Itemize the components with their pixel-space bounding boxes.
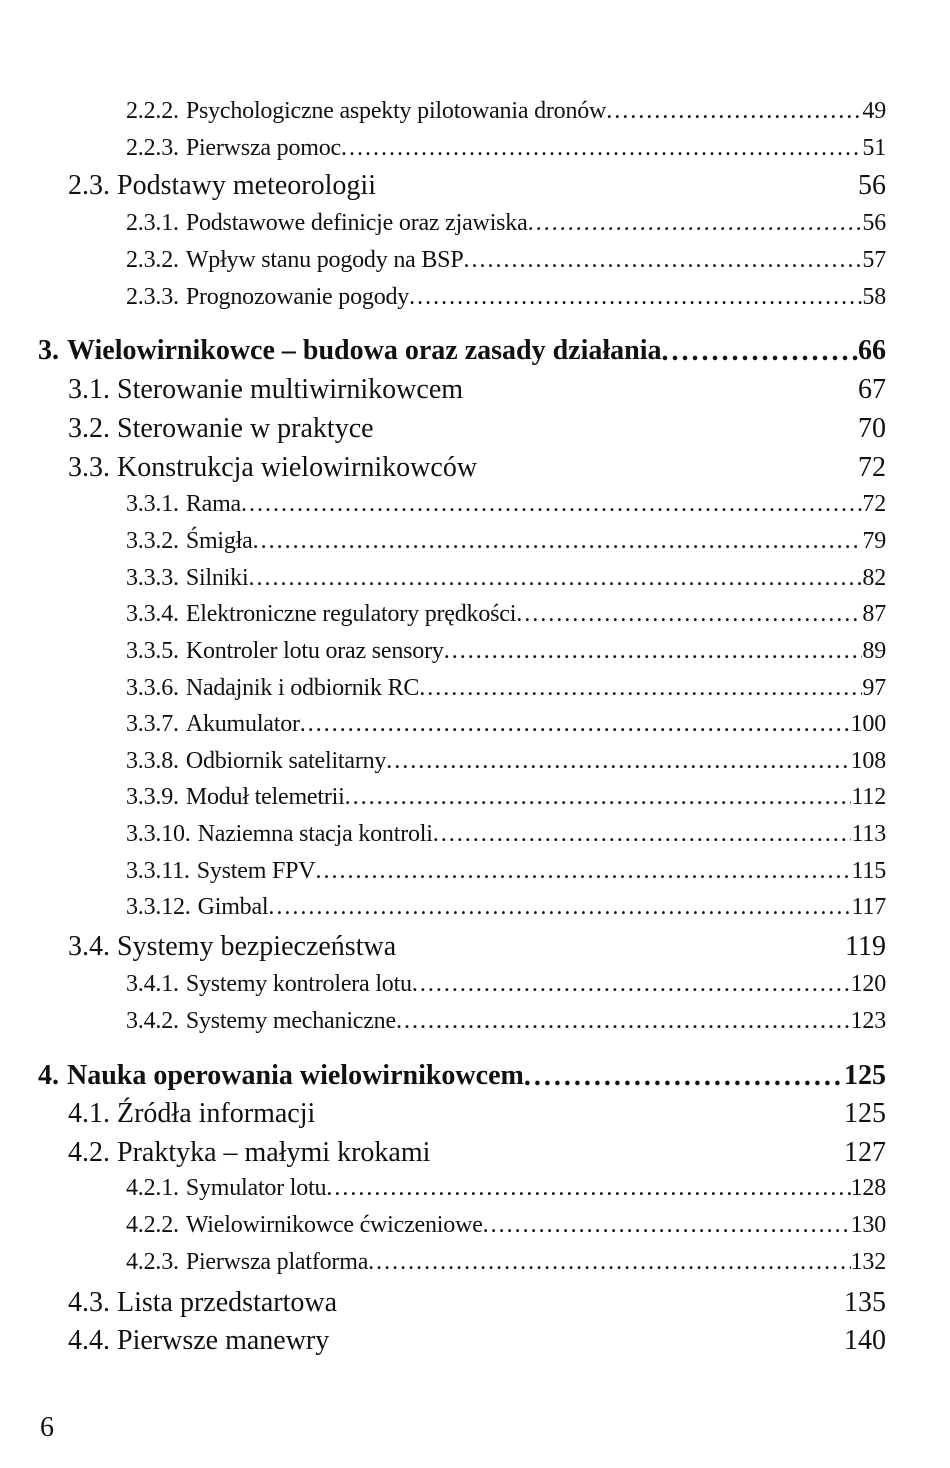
toc-entry-number: 3.3.9.: [126, 784, 179, 810]
toc-entry-page: 49: [862, 98, 886, 124]
toc-entry-title: Systemy bezpieczeństwa: [117, 931, 397, 962]
toc-entry-number: 3.2.: [68, 413, 110, 444]
dot-leader: [412, 971, 851, 995]
toc-entry-number: 3.3.: [68, 452, 110, 483]
toc-entry-page: 56: [858, 170, 886, 201]
dot-leader: [345, 784, 852, 808]
dot-leader: [409, 284, 862, 308]
toc-entry-title: Podstawowe definicje oraz zjawiska: [185, 210, 528, 236]
toc-entry-number: 3.4.1.: [126, 971, 179, 997]
toc-subsection: [126, 675, 886, 702]
toc-subsection: [126, 528, 886, 555]
toc-subsection: [126, 284, 886, 311]
dot-leader: [463, 247, 862, 271]
toc-entry-number: 3.3.2.: [126, 528, 179, 554]
toc-entry-page: 108: [850, 748, 886, 774]
toc-entry-number: 3.3.12.: [126, 894, 191, 920]
dot-leader: [444, 638, 863, 662]
toc-section: [68, 374, 886, 406]
toc-entry-number: 3.3.7.: [126, 711, 179, 737]
dot-leader: [253, 528, 863, 552]
toc-entry-number: 2.2.2.: [126, 98, 179, 124]
dot-leader: [341, 135, 862, 159]
toc-entry-number: 4.2.: [68, 1137, 110, 1168]
toc-subsection: [126, 821, 886, 848]
toc-entry-page: 67: [858, 374, 886, 405]
dot-leader: [419, 675, 862, 699]
toc-entry-title: Elektroniczne regulatory prędkości: [185, 601, 517, 627]
toc-entry-title: Lista przedstartowa: [117, 1287, 338, 1318]
toc-entry-number: 3.3.6.: [126, 675, 179, 701]
toc-entry-page: 82: [862, 565, 886, 591]
toc-entry-number: 2.3.2.: [126, 247, 179, 273]
toc-entry-title: Sterowanie w praktyce: [117, 413, 374, 444]
toc-entry-page: 113: [851, 821, 886, 847]
toc-entry-page: 100: [850, 711, 886, 737]
toc-entry-page: 79: [862, 528, 886, 554]
toc-entry-page: 112: [851, 784, 886, 810]
toc-entry-number: 4.: [38, 1060, 59, 1091]
toc-entry-title: Gimbal: [197, 894, 269, 920]
toc-entry-page: 130: [850, 1212, 886, 1238]
toc-entry-title: Rama: [185, 491, 241, 517]
toc-entry-number: 2.3.3.: [126, 284, 179, 310]
toc-entry-title: Symulator lotu: [185, 1175, 327, 1201]
toc-chapter: [38, 1060, 886, 1092]
toc-entry-page: 127: [844, 1137, 886, 1168]
toc-entry-number: 3.1.: [68, 374, 110, 405]
toc-subsection: [126, 1249, 886, 1276]
toc-entry-page: 57: [862, 247, 886, 273]
toc-entry-page: 66: [858, 335, 886, 366]
toc-entry-number: 2.3.1.: [126, 210, 179, 236]
toc-subsection: [126, 491, 886, 518]
toc-entry-page: 87: [862, 601, 886, 627]
toc-subsection: [126, 858, 886, 885]
toc-entry-page: 120: [850, 971, 886, 997]
toc-entry-page: 125: [844, 1060, 886, 1091]
dot-leader: [386, 748, 850, 772]
toc-subsection: [126, 247, 886, 274]
toc-section: [68, 1325, 886, 1357]
toc-entry-title: Śmigła: [185, 528, 253, 554]
toc-entry-page: 51: [862, 135, 886, 161]
dot-leader: [433, 821, 852, 845]
toc-entry-number: 4.4.: [68, 1325, 110, 1356]
dot-leader: [396, 1008, 851, 1032]
toc-entry-title: Źródła informacji: [117, 1098, 316, 1129]
toc-subsection: [126, 1212, 886, 1239]
toc-entry-number: 4.2.3.: [126, 1249, 179, 1275]
toc-entry-number: 3.4.2.: [126, 1008, 179, 1034]
toc-entry-number: 4.2.1.: [126, 1175, 179, 1201]
toc-entry-number: 3.4.: [68, 931, 110, 962]
toc-entry-page: 128: [850, 1175, 886, 1201]
dot-leader: [606, 98, 862, 122]
toc-entry-title: Pierwsza pomoc: [185, 135, 341, 161]
toc-entry-page: 140: [844, 1325, 886, 1356]
toc-entry-number: 2.2.3.: [126, 135, 179, 161]
toc-entry-title: Pierwsza platforma: [185, 1249, 369, 1275]
dot-leader: [516, 601, 862, 625]
toc-section: [68, 452, 886, 484]
toc-entry-page: 123: [850, 1008, 886, 1034]
toc-entry-number: 3.3.11.: [126, 858, 190, 884]
toc-entry-title: System FPV: [196, 858, 316, 884]
toc-subsection: [126, 638, 886, 665]
toc-entry-number: 4.3.: [68, 1287, 110, 1318]
dot-leader: [524, 1061, 844, 1089]
toc-section: [68, 413, 886, 445]
toc-entry-title: Konstrukcja wielowirnikowców: [117, 452, 478, 483]
toc-entry-title: Nadajnik i odbiornik RC: [185, 675, 420, 701]
toc-subsection: [126, 565, 886, 592]
toc-entry-number: 3.3.3.: [126, 565, 179, 591]
dot-leader: [248, 565, 862, 589]
toc-entry-page: 97: [862, 675, 886, 701]
toc-subsection: [126, 601, 886, 628]
toc-entry-page: 135: [844, 1287, 886, 1318]
toc-entry-title: Kontroler lotu oraz sensory: [185, 638, 444, 664]
toc-entry-page: 56: [862, 210, 886, 236]
dot-leader: [300, 711, 851, 735]
toc-entry-title: Naziemna stacja kontroli: [197, 821, 433, 847]
toc-entry-title: Wpływ stanu pogody na BSP: [185, 247, 464, 273]
toc-entry-title: Prognozowanie pogody: [185, 284, 410, 310]
toc-entry-title: Wielowirnikowce ćwiczeniowe: [185, 1212, 483, 1238]
dot-leader: [483, 1212, 851, 1236]
toc-entry-title: Praktyka – małymi krokami: [117, 1137, 431, 1168]
toc-entry-title: Odbiornik satelitarny: [185, 748, 387, 774]
toc-entry-page: 70: [858, 413, 886, 444]
toc-section: [68, 170, 886, 202]
toc-entry-page: 89: [862, 638, 886, 664]
toc-subsection: [126, 784, 886, 811]
dot-leader: [662, 336, 858, 364]
page-number: 6: [40, 1412, 54, 1443]
dot-leader: [326, 1175, 850, 1199]
dot-leader: [368, 1249, 850, 1273]
toc-section: [68, 1287, 886, 1319]
toc-entry-number: 3.3.4.: [126, 601, 179, 627]
toc-entry-number: 3.3.5.: [126, 638, 179, 664]
toc-entry-title: Sterowanie multiwirnikowcem: [117, 374, 464, 405]
toc-entry-title: Silniki: [185, 565, 249, 591]
toc-subsection: [126, 98, 886, 125]
toc-subsection: [126, 894, 886, 921]
toc-subsection: [126, 971, 886, 998]
toc-entry-title: Systemy mechaniczne: [185, 1008, 396, 1034]
toc-subsection: [126, 1008, 886, 1035]
toc-entry-title: Moduł telemetrii: [185, 784, 345, 810]
toc-entry-page: 119: [845, 931, 886, 962]
toc-entry-page: 115: [851, 858, 886, 884]
toc-entry-number: 3.3.10.: [126, 821, 191, 847]
toc-entry-number: 3.3.8.: [126, 748, 179, 774]
toc-entry-page: 72: [862, 491, 886, 517]
toc-section: [68, 1098, 886, 1130]
toc-entry-page: 72: [858, 452, 886, 483]
dot-leader: [268, 894, 851, 918]
toc-entry-number: 4.1.: [68, 1098, 110, 1129]
dot-leader: [241, 491, 862, 515]
toc-section: [68, 1137, 886, 1169]
toc-entry-page: 117: [851, 894, 886, 920]
toc-subsection: [126, 135, 886, 162]
dot-leader: [528, 210, 863, 234]
toc-entry-page: 58: [862, 284, 886, 310]
dot-leader: [315, 858, 851, 882]
toc-entry-title: Nauka operowania wielowirnikowcem: [67, 1060, 524, 1091]
toc-entry-number: 4.2.2.: [126, 1212, 179, 1238]
toc-subsection: [126, 210, 886, 237]
toc-entry-page: 132: [850, 1249, 886, 1275]
toc-entry-title: Akumulator: [185, 711, 300, 737]
toc-chapter: [38, 335, 886, 367]
toc-subsection: [126, 1175, 886, 1202]
toc-entry-title: Psychologiczne aspekty pilotowania dronów: [185, 98, 607, 124]
toc-entry-title: Wielowirnikowce – budowa oraz zasady działania: [67, 335, 662, 366]
toc-entry-title: Podstawy meteorologii: [117, 170, 376, 201]
toc-entry-number: 3.3.1.: [126, 491, 179, 517]
toc-section: [68, 931, 886, 963]
toc-entry-number: 2.3.: [68, 170, 110, 201]
toc-subsection: [126, 711, 886, 738]
toc-entry-title: Systemy kontrolera lotu: [185, 971, 412, 997]
toc-entry-number: 3.: [38, 335, 59, 366]
toc-entry-page: 125: [844, 1098, 886, 1129]
toc-entry-title: Pierwsze manewry: [117, 1325, 330, 1356]
toc-subsection: [126, 748, 886, 775]
